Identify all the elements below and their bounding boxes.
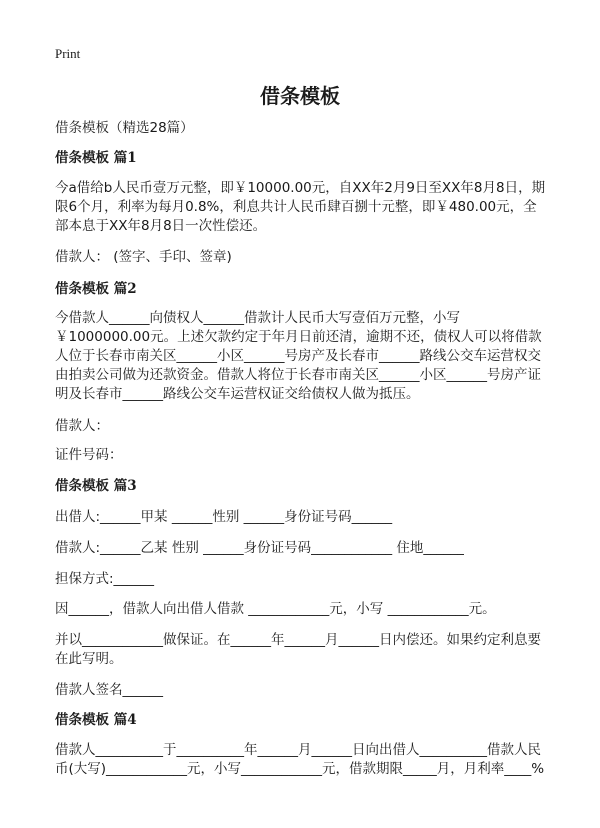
paragraph: 借款人__________于__________年______月______日向出借人__________借款人民币(大写)____________元，小写____________元，借款期限_____月，月利率____% [55, 742, 545, 777]
paragraph: 今a借给b人民币壹万元整，即￥10000.00元，自XX年2月9日至XX年8月8日，期限6个月，利率为每月0.8%，利息共计人民币肆百捌十元整，即￥480.00元，全部本息于XX年8月8日一次性偿还。 [55, 180, 546, 234]
paragraph: 借款人签名______ [55, 682, 163, 698]
section-heading-4: 借条模板 篇4 [55, 712, 137, 728]
subtitle: 借条模板（精选28篇） [55, 120, 194, 136]
section-heading-3: 借条模板 篇3 [55, 478, 137, 494]
section-heading-1: 借条模板 篇1 [55, 150, 137, 166]
paragraph: 并以____________做保证。在______年______月______日内偿还。如果约定利息要在此写明。 [55, 632, 541, 667]
paragraph: 借款人： [55, 418, 109, 434]
section-heading-2: 借条模板 篇2 [55, 281, 137, 297]
page-title: 借条模板 [260, 84, 340, 108]
print-link[interactable]: Print [55, 46, 81, 61]
paragraph: 出借人:______甲某 ______性别 ______身份证号码______ [55, 509, 393, 525]
paragraph: 因______，借款人向出借人借款 ____________元，小写 ____________元。 [55, 601, 496, 617]
paragraph: 担保方式:______ [55, 571, 155, 587]
paragraph: 借款人:______乙某 性别 ______身份证号码____________ 住地______ [55, 540, 464, 556]
paragraph: 证件号码： [55, 447, 123, 463]
paragraph: 今借款人______向债权人______借款计人民币大写壹佰万元整，小写￥1000000.00元。上述欠款约定于年月日前还清，逾期不还，债权人可以将借款人位于长春市南关区______小区______号房产及长春市______路线公交车运营权交由拍卖公司做为还款资金。借款人将位于长春市南关区______小区______号房产证明及长春市______路线公交车运营权证交给债权人做为抵压。 [55, 310, 542, 402]
paragraph: 借款人： (签字、手印、签章) [55, 249, 232, 265]
